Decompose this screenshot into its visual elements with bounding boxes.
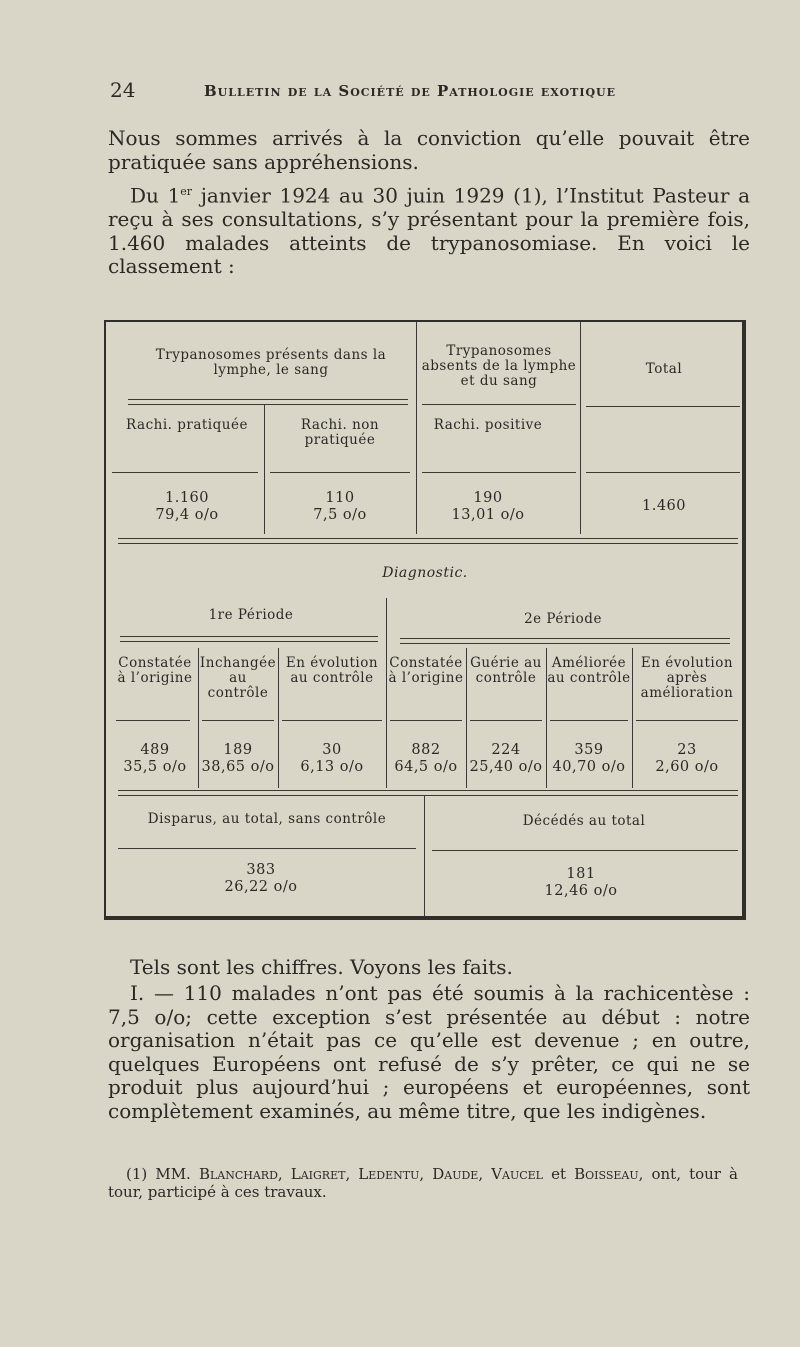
diag-value-6: 359 40,70 o/o — [552, 742, 626, 775]
p2-sup: er — [180, 185, 193, 198]
diag-value-5: 224 25,40 o/o — [469, 742, 543, 775]
col-guerie: Guérie au contrôle — [470, 655, 542, 686]
p2-start: Du 1 — [130, 183, 181, 208]
paragraph-3: Tels sont les chiffres. Voyons les faits. — [130, 955, 513, 979]
header-decedes: Décédés au total — [522, 813, 646, 829]
diagnostic-title: Diagnostic. — [382, 565, 468, 581]
header-presents: Trypanosomes présents dans la lymphe, le sang — [155, 347, 387, 378]
value-total: 1.460 — [641, 498, 686, 514]
footnote: (1) MM. Blanchard, Laigret, Ledentu, Daude, Vaucel et Boisseau, ont, tour à tour, participé à ces travaux. — [108, 1165, 738, 1201]
p2-rest: janvier 1924 au 30 juin 1929 (1), l’Institut Pasteur a reçu à ses consultations, s’y présentant pour la première fois, 1.460 malades atteints de trypanosomiase. En voici le classement : — [108, 183, 750, 279]
sub-rachi-positive: Rachi. positive — [433, 417, 543, 433]
diag-value-1: 489 35,5 o/o — [123, 742, 187, 775]
page-number: 24 — [110, 78, 136, 102]
diag-value-7: 23 2,60 o/o — [655, 742, 719, 775]
diag-value-4: 882 64,5 o/o — [394, 742, 458, 775]
running-header — [108, 78, 748, 108]
diag-value-2: 189 38,65 o/o — [201, 742, 275, 775]
col-inchangee: Inchangée au contrôle — [199, 655, 277, 701]
section-divider — [118, 538, 738, 544]
sub-rachi-non-pratiquee: Rachi. non pratiquée — [300, 417, 380, 448]
value-disparus: 383 26,22 o/o — [224, 862, 298, 895]
period-2: 2e Période — [524, 611, 602, 627]
brace-rule — [128, 399, 408, 405]
running-title: Bulletin de la Société de Pathologie exotique — [204, 82, 617, 100]
sub-rachi-pratiquee: Rachi. pratiquée — [126, 417, 248, 433]
statistics-table — [104, 320, 746, 920]
diag-value-3: 30 6,13 o/o — [300, 742, 364, 775]
paragraph-1: Nous sommes arrivés à la conviction qu’elle pouvait être pratiquée sans appréhensions. — [108, 126, 750, 174]
paragraph-4: I. — 110 malades n’ont pas été soumis à la rachicentèse : 7,5 o/o; cette exception s’est présentée au début : notre organisation n’était pas ce qu’elle est devenue ; en outre, quelques Européens ont refusé de s’y prêter, ce qui ne se produit plus aujourd’hui ; européens et européennes, sont complètement examinés, au même titre, que les indigènes. — [108, 981, 750, 1123]
value-non-pratiquee: 110 7,5 o/o — [313, 490, 367, 523]
value-positive: 190 13,01 o/o — [451, 490, 525, 523]
col-evolution: En évolution au contrôle — [285, 655, 379, 686]
col-amelioree: Améliorée au contrôle — [547, 655, 631, 686]
col-constatee-1: Constatée à l’origine — [117, 655, 193, 686]
col-constatee-2: Constatée à l’origine — [388, 655, 464, 686]
header-absents: Trypanosomes absents de la lymphe et du sang — [421, 343, 577, 389]
value-decedes: 181 12,46 o/o — [544, 866, 618, 899]
header-total: Total — [645, 361, 683, 377]
period-1: 1re Période — [208, 607, 294, 623]
value-pratiquee: 1.160 79,4 o/o — [155, 490, 219, 523]
header-disparus: Disparus, au total, sans contrôle — [147, 811, 387, 827]
col-evolution-apres: En évolution après amélioration — [640, 655, 734, 701]
paragraph-2 — [108, 180, 750, 279]
